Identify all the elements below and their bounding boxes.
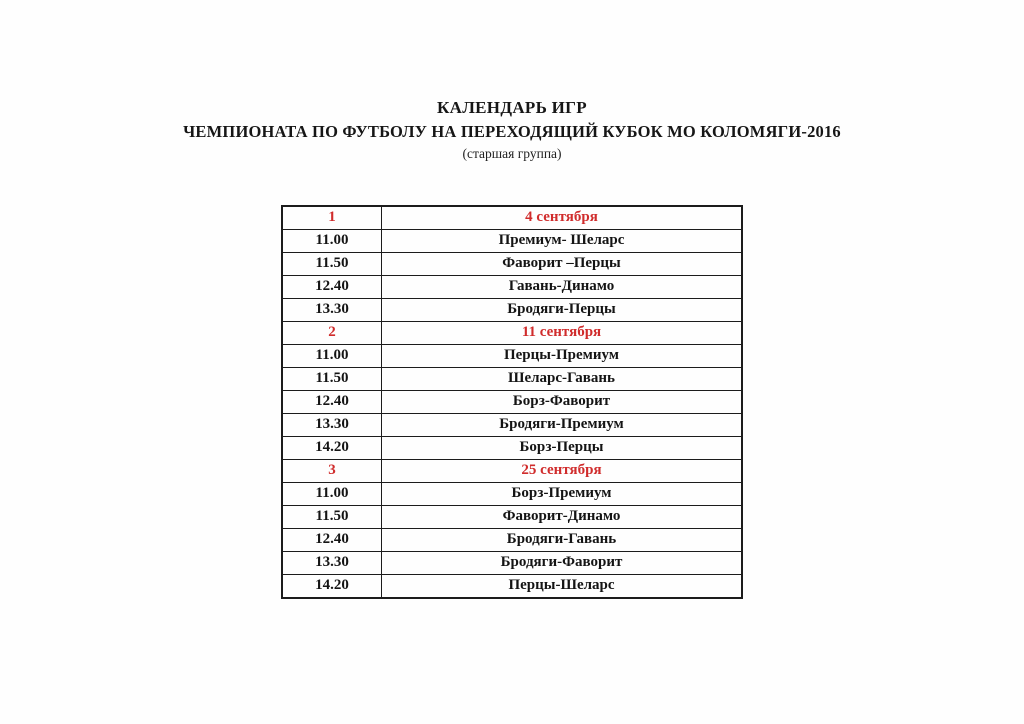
table-row (282, 528, 742, 551)
table-row (282, 551, 742, 574)
time-cell: 13.30 (282, 413, 382, 436)
match-cell: Гавань-Динамо (382, 275, 743, 298)
time-cell: 12.40 (282, 390, 382, 413)
table-row (282, 344, 742, 367)
time-cell: 11.00 (282, 344, 382, 367)
time-cell: 12.40 (282, 275, 382, 298)
time-cell: 2 (282, 321, 382, 344)
table-row (282, 275, 742, 298)
table-row (282, 298, 742, 321)
table-row (282, 390, 742, 413)
match-cell: Бродяги-Гавань (382, 528, 743, 551)
table-row (282, 229, 742, 252)
time-cell: 12.40 (282, 528, 382, 551)
match-cell: Фаворит-Динамо (382, 505, 743, 528)
table-row (282, 505, 742, 528)
time-cell: 11.00 (282, 482, 382, 505)
time-cell: 13.30 (282, 551, 382, 574)
table-row (282, 252, 742, 275)
match-cell: Бродяги-Перцы (382, 298, 743, 321)
table-row (282, 321, 742, 344)
table-row (282, 413, 742, 436)
table-row (282, 482, 742, 505)
time-cell: 11.50 (282, 367, 382, 390)
table-row (282, 574, 742, 598)
time-cell: 11.00 (282, 229, 382, 252)
time-cell: 3 (282, 459, 382, 482)
match-cell: Бродяги-Фаворит (382, 551, 743, 574)
title-line-2: ЧЕМПИОНАТА ПО ФУТБОЛУ НА ПЕРЕХОДЯЩИЙ КУБОК МО КОЛОМЯГИ-2016 (183, 122, 841, 142)
time-cell: 13.30 (282, 298, 382, 321)
time-cell: 1 (282, 206, 382, 230)
time-cell: 14.20 (282, 436, 382, 459)
title-subtitle: (старшая группа) (462, 145, 562, 161)
match-cell: Шеларс-Гавань (382, 367, 743, 390)
time-cell: 11.50 (282, 252, 382, 275)
match-cell: Перцы-Шеларс (382, 574, 743, 598)
time-cell: 14.20 (282, 574, 382, 598)
table-row (282, 206, 742, 230)
match-cell: 4 сентября (382, 206, 743, 230)
match-cell: Премиум- Шеларс (382, 229, 743, 252)
match-cell: 25 сентября (382, 459, 743, 482)
document-title (0, 0, 1024, 163)
match-cell: Перцы-Премиум (382, 344, 743, 367)
match-cell: Борз-Премиум (382, 482, 743, 505)
table-row (282, 459, 742, 482)
table-row (282, 367, 742, 390)
title-line-1: КАЛЕНДАРЬ ИГР (436, 98, 587, 117)
match-cell: Бродяги-Премиум (382, 413, 743, 436)
schedule-table-body (282, 206, 742, 598)
match-cell: Борз-Фаворит (382, 390, 743, 413)
time-cell: 11.50 (282, 505, 382, 528)
schedule-table (281, 205, 743, 599)
table-row (282, 436, 742, 459)
match-cell: Фаворит –Перцы (382, 252, 743, 275)
match-cell: Борз-Перцы (382, 436, 743, 459)
match-cell: 11 сентября (382, 321, 743, 344)
